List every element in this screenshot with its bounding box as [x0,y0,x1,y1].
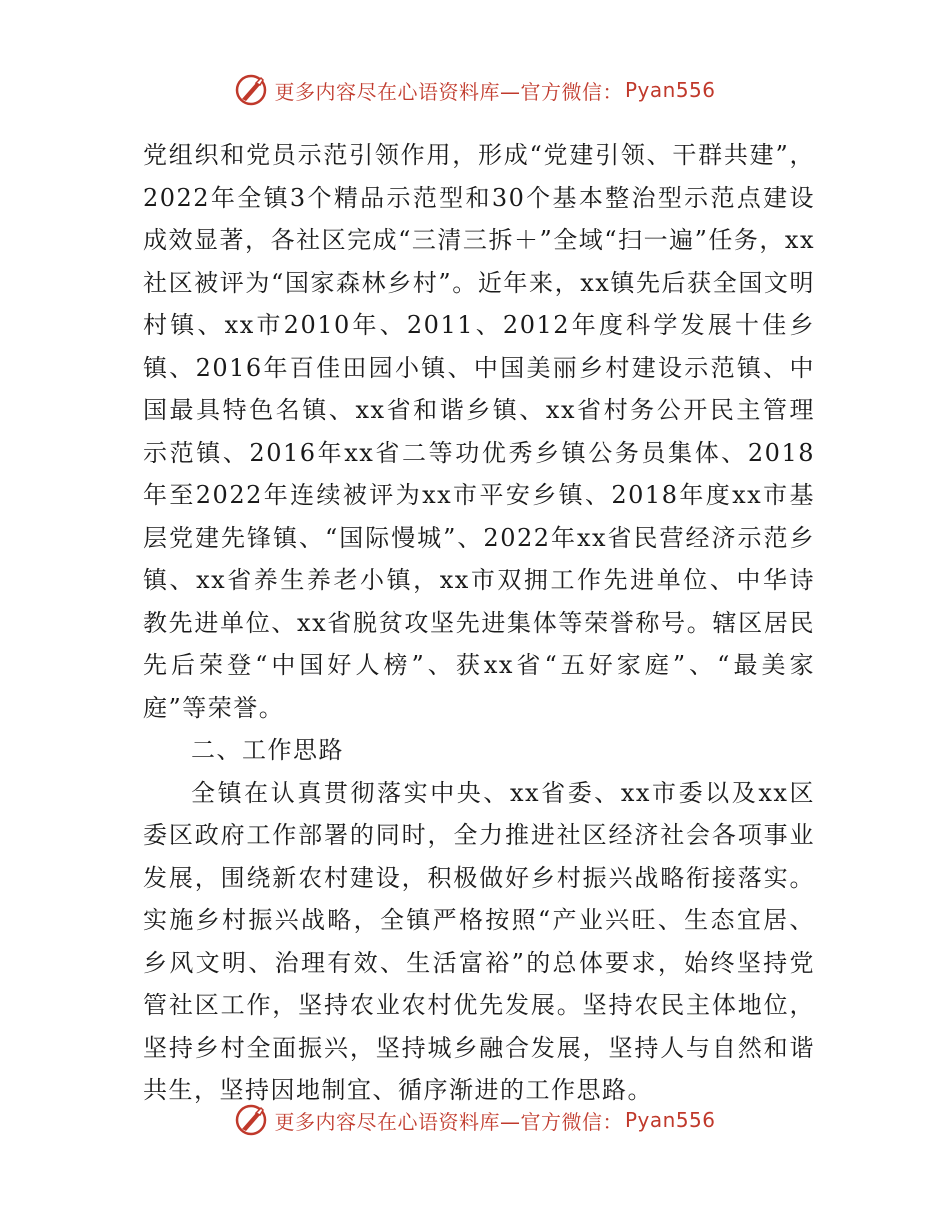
banner-wechat-id: Pyan556 [624,78,716,102]
banner-text: 更多内容尽在心语资料库—官方微信： [274,79,623,104]
pen-seal-icon [234,1103,268,1137]
section-heading: 二、工作思路 [191,736,344,764]
footer-watermark-banner [0,1098,950,1142]
document-body [143,134,815,1112]
banner-text: 更多内容尽在心语资料库—官方微信： [274,1109,623,1134]
body-paragraph-1: 党组织和党员示范引领作用，形成“党建引领、干群共建”，2022年全镇3个精品示范型和30个基本整治型示范点建设成效显著，各社区完成“三清三拆＋”全域“扫一遍”任务，xx社区被评为“国家森林乡村”。近年来，xx镇先后获全国文明村镇、xx市2010年、2011、2012年度科学发展十佳乡镇、2016年百佳田园小镇、中国美丽乡村建设示范镇、中国最具特色名镇、xx省和谐乡镇、xx省村务公开民主管理示范镇、2016年xx省二等功优秀乡镇公务员集体、2018年至2022年连续被评为xx市平安乡镇、2018年度xx市基层党建先锋镇、“国际慢城”、2022年xx省民营经济示范乡镇、xx省养生养老小镇，xx市双拥工作先进单位、中华诗教先进单位、xx省脱贫攻坚先进集体等荣誉称号。辖区居民先后荣登“中国好人榜”、获xx省“五好家庭”、“最美家庭”等荣誉。 [143,141,815,722]
header-watermark-banner [0,68,950,112]
pen-seal-icon [234,73,268,107]
body-paragraph-2: 全镇在认真贯彻落实中央、xx省委、xx市委以及xx区委区政府工作部署的同时，全力推进社区经济社会各项事业发展，围绕新农村建设，积极做好乡村振兴战略衔接落实。实施乡村振兴战略，全镇严格按照“产业兴旺、生态宜居、乡风文明、治理有效、生活富裕”的总体要求，始终坚持党管社区工作，坚持农业农村优先发展。坚持农民主体地位，坚持乡村全面振兴，坚持城乡融合发展，坚持人与自然和谐共生，坚持因地制宜、循序渐进的工作思路。 [143,778,815,1104]
banner-wechat-id: Pyan556 [624,1108,716,1132]
